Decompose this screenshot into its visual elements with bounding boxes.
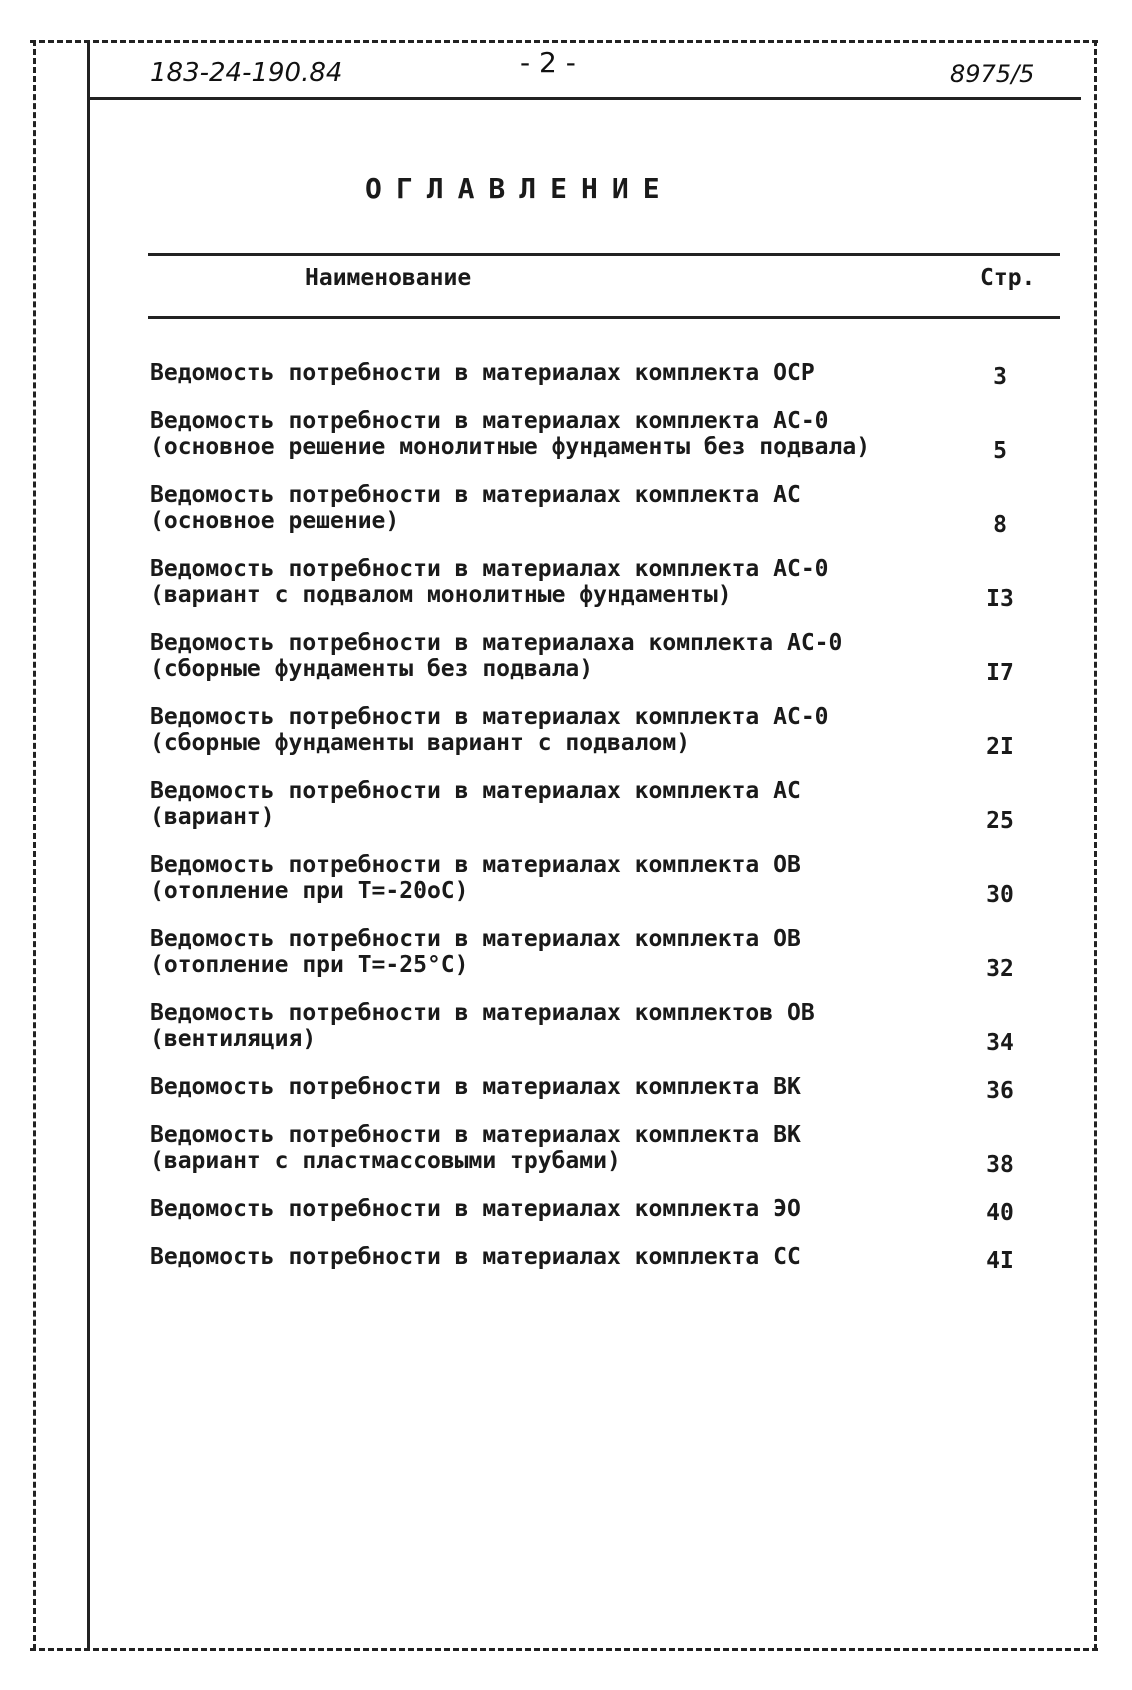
toc-entry-title: Ведомость потребности в материалах комплекта АС-0 (сборные фундаменты вариант с подвалом) bbox=[150, 704, 829, 756]
toc-entry-title: Ведомость потребности в материалах комплекта СС bbox=[150, 1244, 801, 1270]
toc-entry-title: Ведомость потребности в материалах комплекта ОСР bbox=[150, 360, 815, 386]
header-divider bbox=[87, 97, 1081, 100]
toc-entry-title: Ведомость потребности в материалах комплекта АС-0 (вариант с подвалом монолитные фундаменты) bbox=[150, 556, 829, 608]
toc-entry-title: Ведомость потребности в материалах комплекта ЭО bbox=[150, 1196, 801, 1222]
page-marker: - 2 - bbox=[520, 46, 576, 79]
toc-entry bbox=[150, 1196, 1030, 1226]
toc-entry-page: 36 bbox=[986, 1078, 1014, 1104]
toc-entry-title: Ведомость потребности в материалах комплекта ОВ (отопление при Т=-25°С) bbox=[150, 926, 801, 978]
frame-left-border bbox=[33, 40, 36, 1650]
toc-entry bbox=[150, 852, 1030, 908]
binding-margin-line bbox=[87, 40, 90, 1650]
toc-entry-title: Ведомость потребности в материалах комплекта ОВ (отопление при Т=-20оС) bbox=[150, 852, 801, 904]
column-header-page: Стр. bbox=[980, 265, 1036, 291]
toc-entry-page: 38 bbox=[986, 1152, 1014, 1178]
toc-entry-page: I3 bbox=[986, 586, 1014, 612]
toc-entry bbox=[150, 1122, 1030, 1178]
toc-entry bbox=[150, 408, 1030, 464]
table-top-rule bbox=[148, 253, 1060, 256]
toc-entry-page: 40 bbox=[986, 1200, 1014, 1226]
toc-entry-title: Ведомость потребности в материалаха комплекта АС-0 (сборные фундаменты без подвала) bbox=[150, 630, 843, 682]
toc-entry bbox=[150, 1074, 1030, 1104]
frame-bottom-border bbox=[30, 1648, 1098, 1651]
toc-entry bbox=[150, 556, 1030, 612]
toc-entry bbox=[150, 1244, 1030, 1274]
toc-entry-title: Ведомость потребности в материалах комплекта АС (вариант) bbox=[150, 778, 801, 830]
page-title: ОГЛАВЛЕНИЕ bbox=[365, 172, 674, 205]
toc-entry bbox=[150, 926, 1030, 982]
table-of-contents bbox=[150, 360, 1030, 1292]
toc-entry-title: Ведомость потребности в материалах комплекта ВК (вариант с пластмассовыми трубами) bbox=[150, 1122, 801, 1174]
document-code: 183-24-190.84 bbox=[150, 58, 343, 88]
toc-entry bbox=[150, 704, 1030, 760]
toc-entry-page: I7 bbox=[986, 660, 1014, 686]
toc-entry-page: 3 bbox=[993, 364, 1007, 390]
toc-entry bbox=[150, 1000, 1030, 1056]
toc-entry-page: 34 bbox=[986, 1030, 1014, 1056]
toc-entry bbox=[150, 778, 1030, 834]
toc-entry-page: 5 bbox=[993, 438, 1007, 464]
toc-entry-page: 30 bbox=[986, 882, 1014, 908]
toc-entry-page: 2I bbox=[986, 734, 1014, 760]
toc-entry-page: 32 bbox=[986, 956, 1014, 982]
toc-entry-title: Ведомость потребности в материалах комплекта АС (основное решение) bbox=[150, 482, 801, 534]
toc-entry-title: Ведомость потребности в материалах комплекта АС-0 (основное решение монолитные фундаменты без подвала) bbox=[150, 408, 871, 460]
frame-top-border bbox=[30, 40, 1098, 43]
frame-right-border bbox=[1094, 40, 1097, 1650]
toc-entry-page: 8 bbox=[993, 512, 1007, 538]
sheet-number: 8975/5 bbox=[950, 60, 1035, 88]
toc-entry-title: Ведомость потребности в материалах комплекта ВК bbox=[150, 1074, 801, 1100]
toc-entry-page: 25 bbox=[986, 808, 1014, 834]
column-header-name: Наименование bbox=[305, 265, 472, 291]
toc-entry-title: Ведомость потребности в материалах комплектов ОВ (вентиляция) bbox=[150, 1000, 815, 1052]
toc-entry-page: 4I bbox=[986, 1248, 1014, 1274]
table-header-rule bbox=[148, 316, 1060, 319]
toc-entry bbox=[150, 630, 1030, 686]
toc-entry bbox=[150, 482, 1030, 538]
toc-entry bbox=[150, 360, 1030, 390]
